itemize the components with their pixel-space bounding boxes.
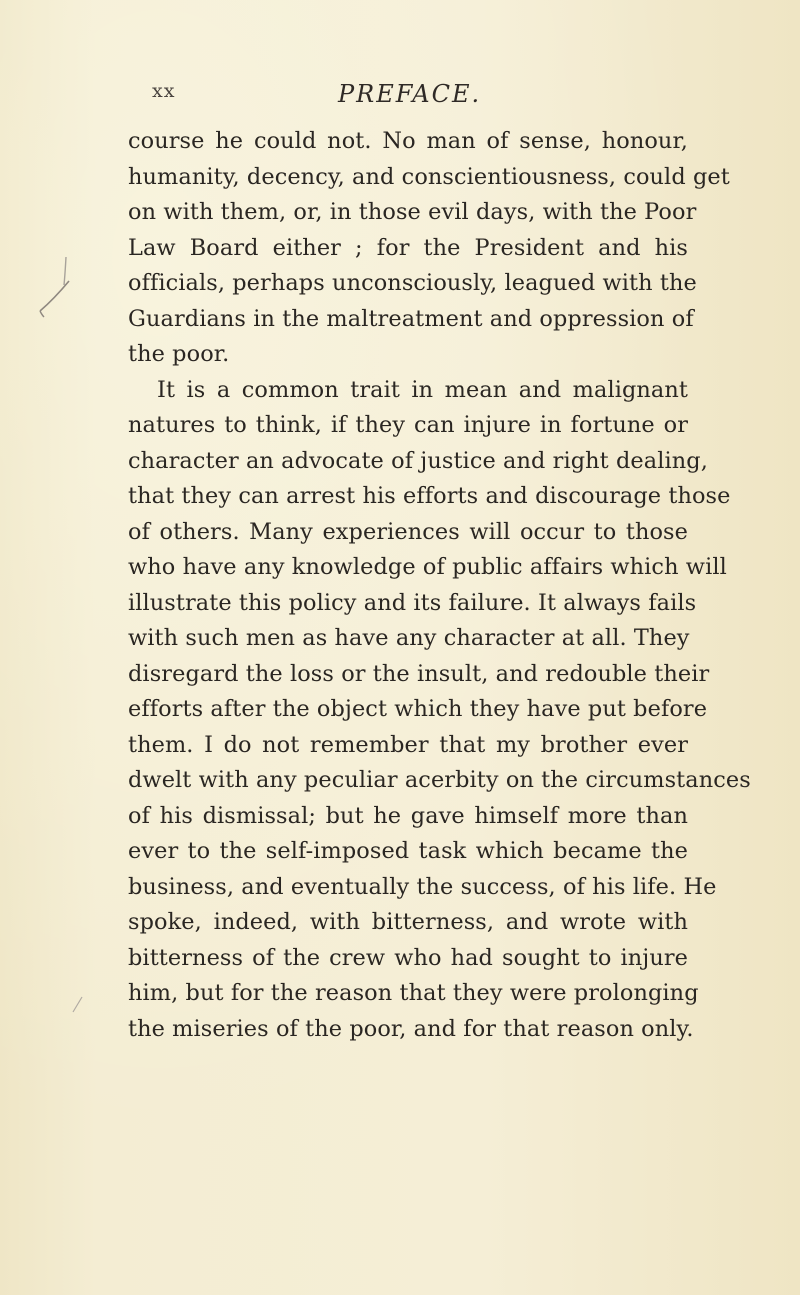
text-line: illustrate this policy and its failure. It always fails [128,589,697,616]
text-line: who have any knowledge of public affairs which will [128,554,727,580]
running-head [0,80,800,110]
text-line: of his dismissal; but he gave himself more than [128,802,688,829]
text-line: bitterness of the crew who had sought to injure [128,944,688,971]
text-line: Guardians in the maltreatment and oppression of [128,305,694,332]
text-line: the poor. [128,341,230,367]
text-line: the miseries of the poor, and for that reason only. [128,1015,694,1042]
text-line: business, and eventually the success, of his life. He [128,873,717,900]
text-line: with such men as have any character at all. They [128,625,690,651]
text-line: spoke, indeed, with bitterness, and wrote with [128,909,688,935]
text-line: natures to think, if they can injure in fortune or [128,412,688,438]
text-line: them. I do not remember that my brother ever [128,731,688,758]
pencil-margin-mark-icon [36,255,76,325]
pencil-tick-mark-icon [70,993,86,1015]
text-line: Law Board either ; for the President and his [128,234,688,261]
text-line: dwelt with any peculiar acerbity on the circumstances [128,767,751,793]
page-number: xx [152,80,176,102]
page-title: PREFACE. [338,80,482,108]
text-line: humanity, decency, and conscientiousness, could get [128,163,730,190]
text-line: character an advocate of justice and right dealing, [128,447,708,474]
text-line: efforts after the object which they have put before [128,696,708,722]
text-line: of others. Many experiences will occur to those [128,518,688,545]
text-line: ever to the self-imposed task which became the [128,838,688,864]
body-text [128,124,751,1047]
text-line: on with them, or, in those evil days, with the Poor [128,199,697,225]
text-line: disregard the loss or the insult, and redouble their [128,660,710,687]
text-line: him, but for the reason that they were prolonging [128,980,699,1006]
paragraph-start-line: It is a common trait in mean and malignant [157,376,688,403]
text-line: that they can arrest his efforts and discourage those [128,483,731,509]
text-line: course he could not. No man of sense, honour, [128,128,688,154]
text-line: officials, perhaps unconsciously, leagued with the [128,270,697,296]
